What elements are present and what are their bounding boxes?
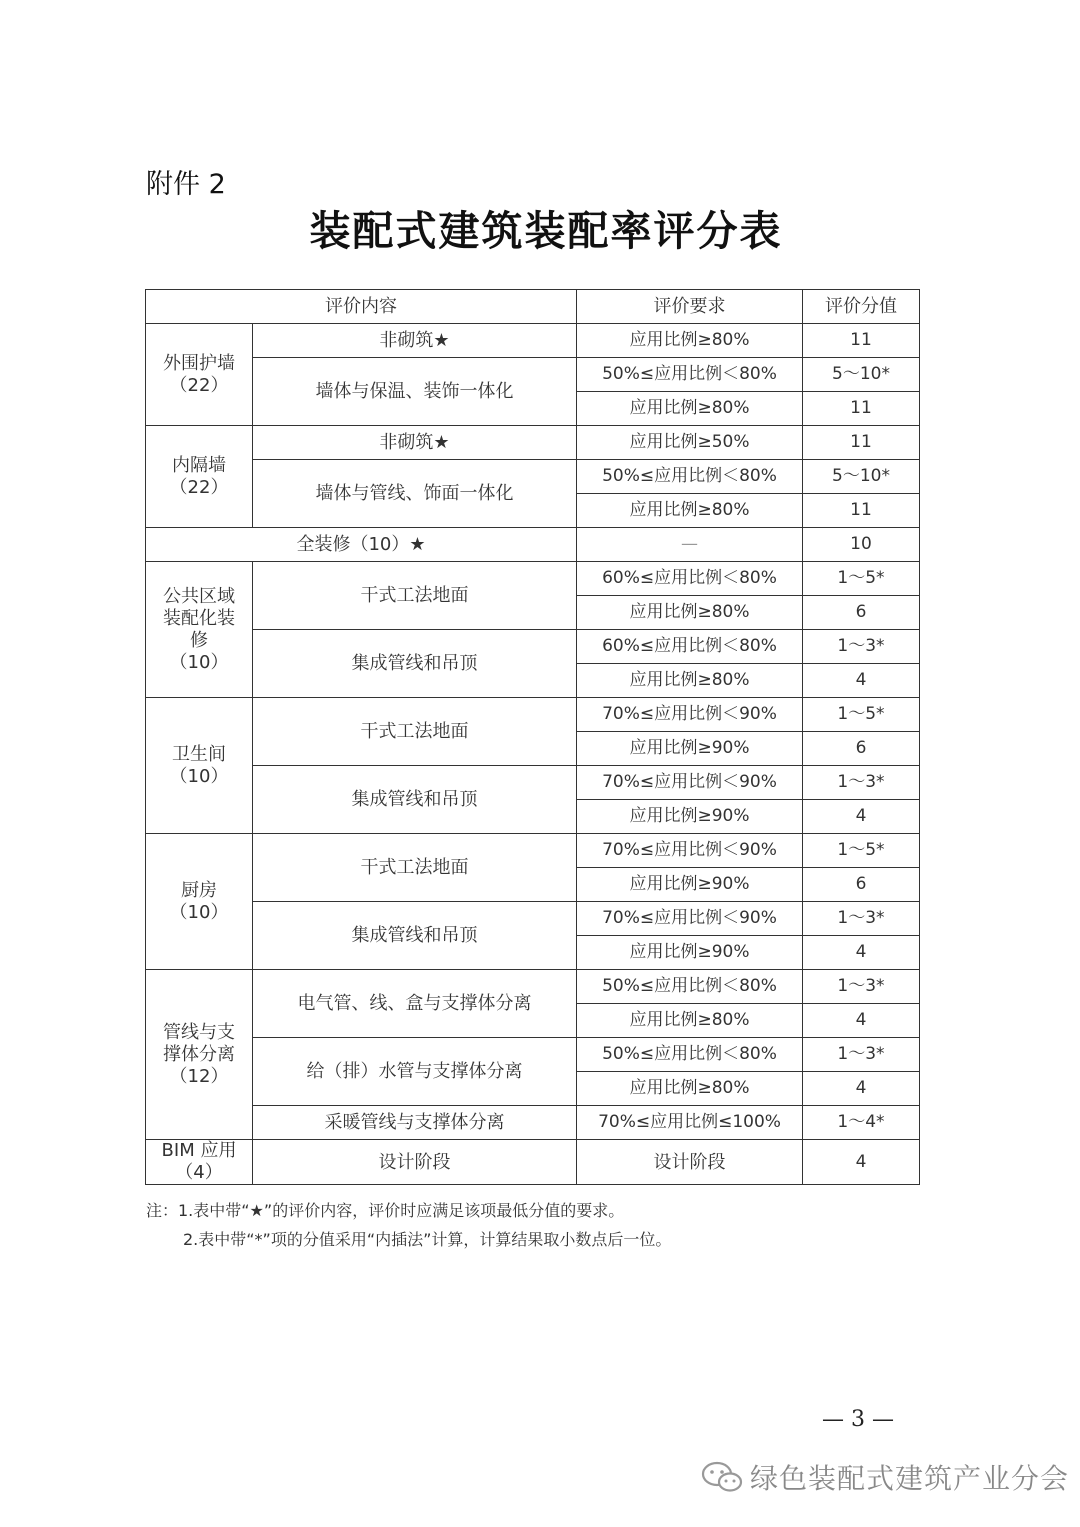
table-row: [146, 562, 920, 596]
watermark: [700, 1457, 1069, 1497]
table-row: [146, 766, 920, 800]
score-cell: 4: [803, 1004, 920, 1038]
requirement-cell: 应用比例≥80%: [577, 324, 803, 358]
score-cell: 6: [803, 732, 920, 766]
page-title: 装配式建筑装配率评分表: [309, 207, 783, 255]
score-cell: 1～5*: [803, 562, 920, 596]
category-pipe-separation: [146, 970, 253, 1140]
requirement-cell: 应用比例≥50%: [577, 426, 803, 460]
requirement-cell: 应用比例≥90%: [577, 800, 803, 834]
score-cell: 1～3*: [803, 902, 920, 936]
score-cell: 11: [803, 324, 920, 358]
score-cell: 4: [803, 936, 920, 970]
watermark-text: 绿色装配式建筑产业分会: [750, 1462, 1070, 1495]
requirement-cell: 50%≤应用比例＜80%: [577, 1038, 803, 1072]
table-header-row: [146, 290, 920, 324]
requirement-cell: 70%≤应用比例＜90%: [577, 834, 803, 868]
score-table: [145, 289, 920, 1185]
category-name: 厨房: [181, 879, 217, 901]
table-row: [146, 426, 920, 460]
table-row: [146, 970, 920, 1004]
item-cell: 给（排）水管与支撑体分离: [253, 1038, 577, 1106]
requirement-cell: 应用比例≥80%: [577, 1004, 803, 1038]
requirement-cell: 应用比例≥80%: [577, 596, 803, 630]
item-cell-full-decoration: 全装修（10）★: [146, 528, 577, 562]
requirement-cell: 应用比例≥90%: [577, 868, 803, 902]
table-row: [146, 460, 920, 494]
category-name-line: 修: [190, 629, 208, 651]
score-cell: 4: [803, 1140, 920, 1185]
score-cell: 4: [803, 1072, 920, 1106]
table-row: [146, 528, 920, 562]
item-cell: 非砌筑★: [253, 426, 577, 460]
table-row: [146, 1140, 920, 1185]
category-kitchen: [146, 834, 253, 970]
requirement-cell: 60%≤应用比例＜80%: [577, 630, 803, 664]
item-cell: 集成管线和吊顶: [253, 630, 577, 698]
requirement-cell: 设计阶段: [577, 1140, 803, 1185]
requirement-cell: —: [577, 528, 803, 562]
category-name-line: 管线与支: [163, 1021, 235, 1043]
score-cell: 1～5*: [803, 834, 920, 868]
score-cell: 1～4*: [803, 1106, 920, 1140]
requirement-cell: 70%≤应用比例≤100%: [577, 1106, 803, 1140]
score-cell: 1～3*: [803, 970, 920, 1004]
requirement-cell: 应用比例≥90%: [577, 936, 803, 970]
category-points: （12）: [169, 1065, 229, 1087]
score-cell: 11: [803, 494, 920, 528]
header-content: 评价内容: [146, 290, 577, 324]
attachment-label: 附件 2: [146, 169, 226, 200]
score-cell: 4: [803, 800, 920, 834]
category-name: 卫生间: [172, 743, 226, 765]
item-cell: 非砌筑★: [253, 324, 577, 358]
table-row: [146, 358, 920, 392]
requirement-cell: 70%≤应用比例＜90%: [577, 902, 803, 936]
item-cell: 集成管线和吊顶: [253, 902, 577, 970]
requirement-cell: 应用比例≥90%: [577, 732, 803, 766]
score-cell: 11: [803, 426, 920, 460]
note-star: 注：1.表中带“★”的评价内容，评价时应满足该项最低分值的要求。: [146, 1201, 625, 1220]
requirement-cell: 70%≤应用比例＜90%: [577, 698, 803, 732]
item-cell: 干式工法地面: [253, 698, 577, 766]
category-interior-wall: [146, 426, 253, 528]
category-points: （22）: [169, 374, 229, 396]
wechat-icon: [700, 1460, 744, 1494]
item-cell: 干式工法地面: [253, 562, 577, 630]
category-points: （4）: [175, 1162, 223, 1183]
item-cell: 设计阶段: [253, 1140, 577, 1185]
score-cell: 1～3*: [803, 766, 920, 800]
category-bathroom: [146, 698, 253, 834]
table-row: [146, 1106, 920, 1140]
category-name: 外围护墙: [163, 352, 235, 374]
requirement-cell: 50%≤应用比例＜80%: [577, 970, 803, 1004]
category-bim: [146, 1140, 253, 1185]
score-cell: 11: [803, 392, 920, 426]
item-cell: 墙体与管线、饰面一体化: [253, 460, 577, 528]
requirement-cell: 50%≤应用比例＜80%: [577, 358, 803, 392]
score-cell: 1～3*: [803, 1038, 920, 1072]
requirement-cell: 应用比例≥80%: [577, 1072, 803, 1106]
requirement-cell: 70%≤应用比例＜90%: [577, 766, 803, 800]
item-cell: 墙体与保温、装饰一体化: [253, 358, 577, 426]
score-cell: 4: [803, 664, 920, 698]
category-points: （10）: [169, 651, 229, 673]
score-cell: 6: [803, 868, 920, 902]
table-row: [146, 698, 920, 732]
table-row: [146, 324, 920, 358]
requirement-cell: 60%≤应用比例＜80%: [577, 562, 803, 596]
table-row: [146, 630, 920, 664]
requirement-cell: 应用比例≥80%: [577, 494, 803, 528]
requirement-cell: 50%≤应用比例＜80%: [577, 460, 803, 494]
page-number: — 3 —: [822, 1407, 894, 1432]
requirement-cell: 应用比例≥80%: [577, 392, 803, 426]
table-row: [146, 1038, 920, 1072]
score-cell: 1～5*: [803, 698, 920, 732]
category-exterior-wall: [146, 324, 253, 426]
note-asterisk: 2.表中带“*”项的分值采用“内插法”计算，计算结果取小数点后一位。: [183, 1230, 672, 1249]
score-cell: 6: [803, 596, 920, 630]
item-cell: 电气管、线、盒与支撑体分离: [253, 970, 577, 1038]
score-cell: 1～3*: [803, 630, 920, 664]
category-points: （22）: [169, 476, 229, 498]
score-cell: 5～10*: [803, 460, 920, 494]
item-cell: 采暖管线与支撑体分离: [253, 1106, 577, 1140]
table-row: [146, 902, 920, 936]
score-cell: 5～10*: [803, 358, 920, 392]
category-points: （10）: [169, 765, 229, 787]
item-cell: 干式工法地面: [253, 834, 577, 902]
category-name-line: 公共区域: [163, 585, 235, 607]
category-points: （10）: [169, 901, 229, 923]
category-public-area: [146, 562, 253, 698]
category-name-line: 撑体分离: [163, 1043, 235, 1065]
category-name-line: 装配化装: [163, 607, 235, 629]
requirement-cell: 应用比例≥80%: [577, 664, 803, 698]
header-score: 评价分值: [803, 290, 920, 324]
category-name: BIM 应用: [161, 1140, 237, 1161]
header-requirement: 评价要求: [577, 290, 803, 324]
score-cell: 10: [803, 528, 920, 562]
item-cell: 集成管线和吊顶: [253, 766, 577, 834]
category-name: 内隔墙: [172, 454, 226, 476]
table-row: [146, 834, 920, 868]
